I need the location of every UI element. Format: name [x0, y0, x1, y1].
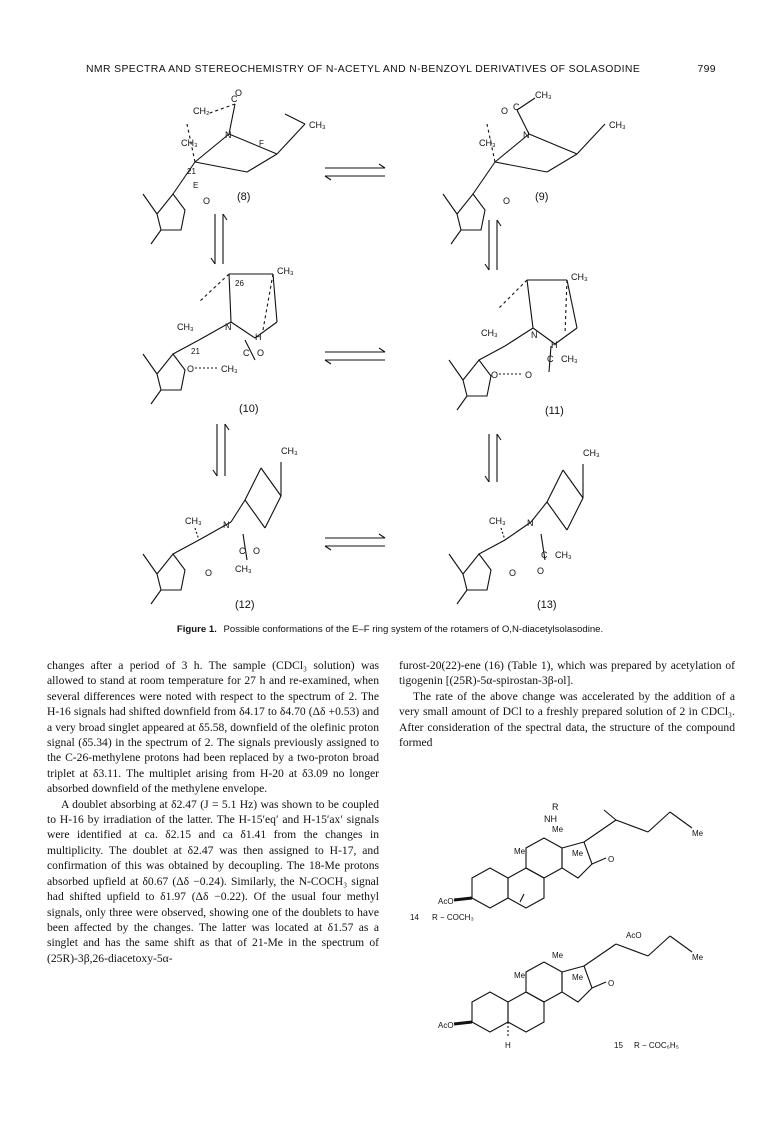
acetoxy-label: AcO	[626, 931, 642, 940]
running-title: NMR SPECTRA AND STEREOCHEMISTRY OF N-ACETYL AND N-BENZOYL DERIVATIVES OF SOLASODINE	[86, 64, 641, 75]
running-header	[86, 64, 716, 75]
atom-o: O	[257, 348, 265, 358]
structure-11	[449, 272, 588, 417]
equilibrium-9-11	[485, 220, 501, 270]
compound-label-14: 14	[410, 913, 419, 922]
compound-label-13: (13)	[537, 599, 557, 611]
equilibrium-11-13	[485, 434, 501, 482]
atom-o: O	[608, 979, 615, 988]
left-column	[47, 658, 379, 966]
atom-o: O	[235, 88, 243, 98]
structures-14-15	[402, 790, 732, 1095]
atom-o: O	[525, 370, 533, 380]
atom-ch3: CH₃	[609, 120, 626, 130]
atom-ch3: CH₃	[185, 516, 202, 526]
compound-14-r: R − COCH₃	[432, 913, 474, 922]
r-label: R	[552, 802, 559, 812]
figure-1	[95, 84, 695, 619]
atom-n: N	[223, 520, 230, 530]
atom-label-21: 21	[191, 347, 200, 356]
atom-c: C	[231, 94, 238, 104]
atom-ch3: CH₃	[479, 138, 496, 148]
structure-15	[438, 931, 704, 1050]
atom-ch3: CH₃	[571, 272, 588, 282]
atom-ch3: CH₃	[489, 516, 506, 526]
paragraph: furost-20(22)-ene (16) (Table 1), which was prepared by acetylation of tigogenin [(25R)-5α-spirostan-3β-ol].	[399, 659, 735, 688]
atom-n: N	[523, 130, 530, 140]
methyl-label: Me	[552, 951, 564, 960]
atom-o: O	[203, 196, 211, 206]
atom-n: N	[531, 330, 538, 340]
equilibrium-10-11	[325, 348, 385, 364]
figure-caption	[0, 624, 780, 635]
structure-9	[443, 90, 626, 244]
equilibrium-8-9	[325, 164, 385, 180]
atom-nh: NH	[544, 814, 557, 824]
right-column	[399, 658, 735, 750]
atom-o: O	[503, 196, 511, 206]
atom-o: O	[501, 106, 509, 116]
atom-c: C	[243, 348, 250, 358]
paragraph: The rate of the above change was accelerated by the addition of a very small amount of DCl to a freshly prepared solution of 2 in CDCl₃. After consideration of the spectral data, the structure of the compound formed	[399, 689, 735, 750]
atom-h: H	[551, 340, 558, 350]
methyl-label: Me	[514, 847, 526, 856]
structure-8	[143, 88, 326, 244]
steroid-structures	[402, 790, 732, 1090]
acetoxy-label: AcO	[438, 1021, 454, 1030]
atom-ch3: CH₃	[309, 120, 326, 130]
atom-ch3: CH₃	[277, 266, 294, 276]
atom-h: H	[505, 1041, 511, 1050]
ring-label-f: F	[259, 139, 264, 148]
structure-13	[449, 448, 600, 611]
atom-ch3: CH₃	[481, 328, 498, 338]
atom-c: C	[513, 102, 520, 112]
ring-label-e: E	[193, 181, 199, 190]
compound-label-11: (11)	[545, 405, 564, 417]
atom-label-26: 26	[235, 279, 244, 288]
atom-ch3: CH₃	[555, 550, 572, 560]
atom-h: H	[255, 332, 262, 342]
atom-ch3: CH₃	[221, 364, 238, 374]
atom-ch3: CH₃	[181, 138, 198, 148]
atom-c: C	[547, 354, 554, 364]
methyl-label: Me	[572, 849, 584, 858]
atom-c: C	[239, 546, 246, 556]
methyl-label: Me	[692, 953, 704, 962]
caption-text: Possible conformations of the E–F ring system of the rotamers of O,N-diacetylsolasodine.	[223, 624, 604, 635]
atom-o: O	[509, 568, 517, 578]
acetoxy-label: AcO	[438, 897, 454, 906]
conformation-diagram	[95, 84, 695, 614]
atom-o: O	[253, 546, 261, 556]
atom-o: O	[491, 370, 499, 380]
compound-label-10: (10)	[239, 403, 259, 415]
page-number: 799	[697, 64, 716, 75]
paragraph: A doublet absorbing at δ2.47 (J = 5.1 Hz) was shown to be coupled to H-16 by irradiation of the latter. The H-15′eq′ and H-15′ax′ signals were identified at ca. δ2.15 and ca δ1.41 from the changes in multiplicity. The doublet at δ2.47 was then assigned to H-17, and confirmation of this was obtained by decoupling. The 18-Me protons absorbed upfield at δ0.67 (Δδ −0.24). Similarly, the N-COCH₃ signal had shifted upfield to δ1.97 (Δδ −0.22). Of the usual four methyl signals, only three were observed, showing one of the doublets to have been affected by the changes. The latter was located at δ1.57 as a singlet and has the same shift as that of 21-Me in the spectrum of (25R)-3β,26-diacetoxy-5α-	[47, 797, 379, 965]
atom-o: O	[608, 855, 615, 864]
structure-10	[143, 266, 294, 415]
methyl-label: Me	[692, 829, 704, 838]
compound-label-9: (9)	[535, 191, 549, 203]
atom-ch3: CH₃	[281, 446, 298, 456]
structure-12	[143, 446, 298, 611]
atom-ch3: CH₃	[235, 564, 252, 574]
atom-n: N	[527, 518, 534, 528]
equilibrium-12-13	[325, 534, 385, 550]
caption-label: Figure 1.	[176, 624, 217, 635]
atom-o: O	[537, 566, 545, 576]
structure-14	[410, 802, 704, 922]
atom-o: O	[205, 568, 213, 578]
atom-ch3: CH₃	[535, 90, 552, 100]
atom-label-21: 21	[187, 167, 196, 176]
atom-ch2: CH₂	[193, 106, 210, 116]
atom-ch3: CH₃	[583, 448, 600, 458]
atom-c: C	[541, 550, 548, 560]
atom-ch3: CH₃	[561, 354, 578, 364]
equilibrium-8-10	[211, 214, 227, 264]
methyl-label: Me	[514, 971, 526, 980]
compound-label-12: (12)	[235, 599, 255, 611]
compound-label-8: (8)	[237, 191, 251, 203]
paragraph: changes after a period of 3 h. The sample (CDCl₃ solution) was allowed to stand at room temperature for 27 h and re-examined, when several differences were noted with respect to the spectrum of 2. The H-16 signals had shifted downfield from δ4.17 to δ4.70 (Δδ +0.53) and a very broad singlet appeared at δ5.58, downfield of the olefinic proton signal (δ5.34) in the spectrum of 2. The signals previously assigned to the C-26-methylene protons had been replaced by a two-proton broad triplet at δ3.11. The multiplet arising from H-20 at δ3.09 no longer absorbed downfield of the methylene envelope.	[47, 659, 379, 796]
compound-15-r: R − COC₆H₅	[634, 1041, 679, 1050]
equilibrium-10-12	[213, 424, 229, 476]
atom-n: N	[225, 322, 232, 332]
compound-label-15: 15	[614, 1041, 623, 1050]
atom-o: O	[187, 364, 195, 374]
methyl-label: Me	[572, 973, 584, 982]
atom-n: N	[225, 130, 232, 140]
atom-ch3: CH₃	[177, 322, 194, 332]
methyl-label: Me	[552, 825, 564, 834]
